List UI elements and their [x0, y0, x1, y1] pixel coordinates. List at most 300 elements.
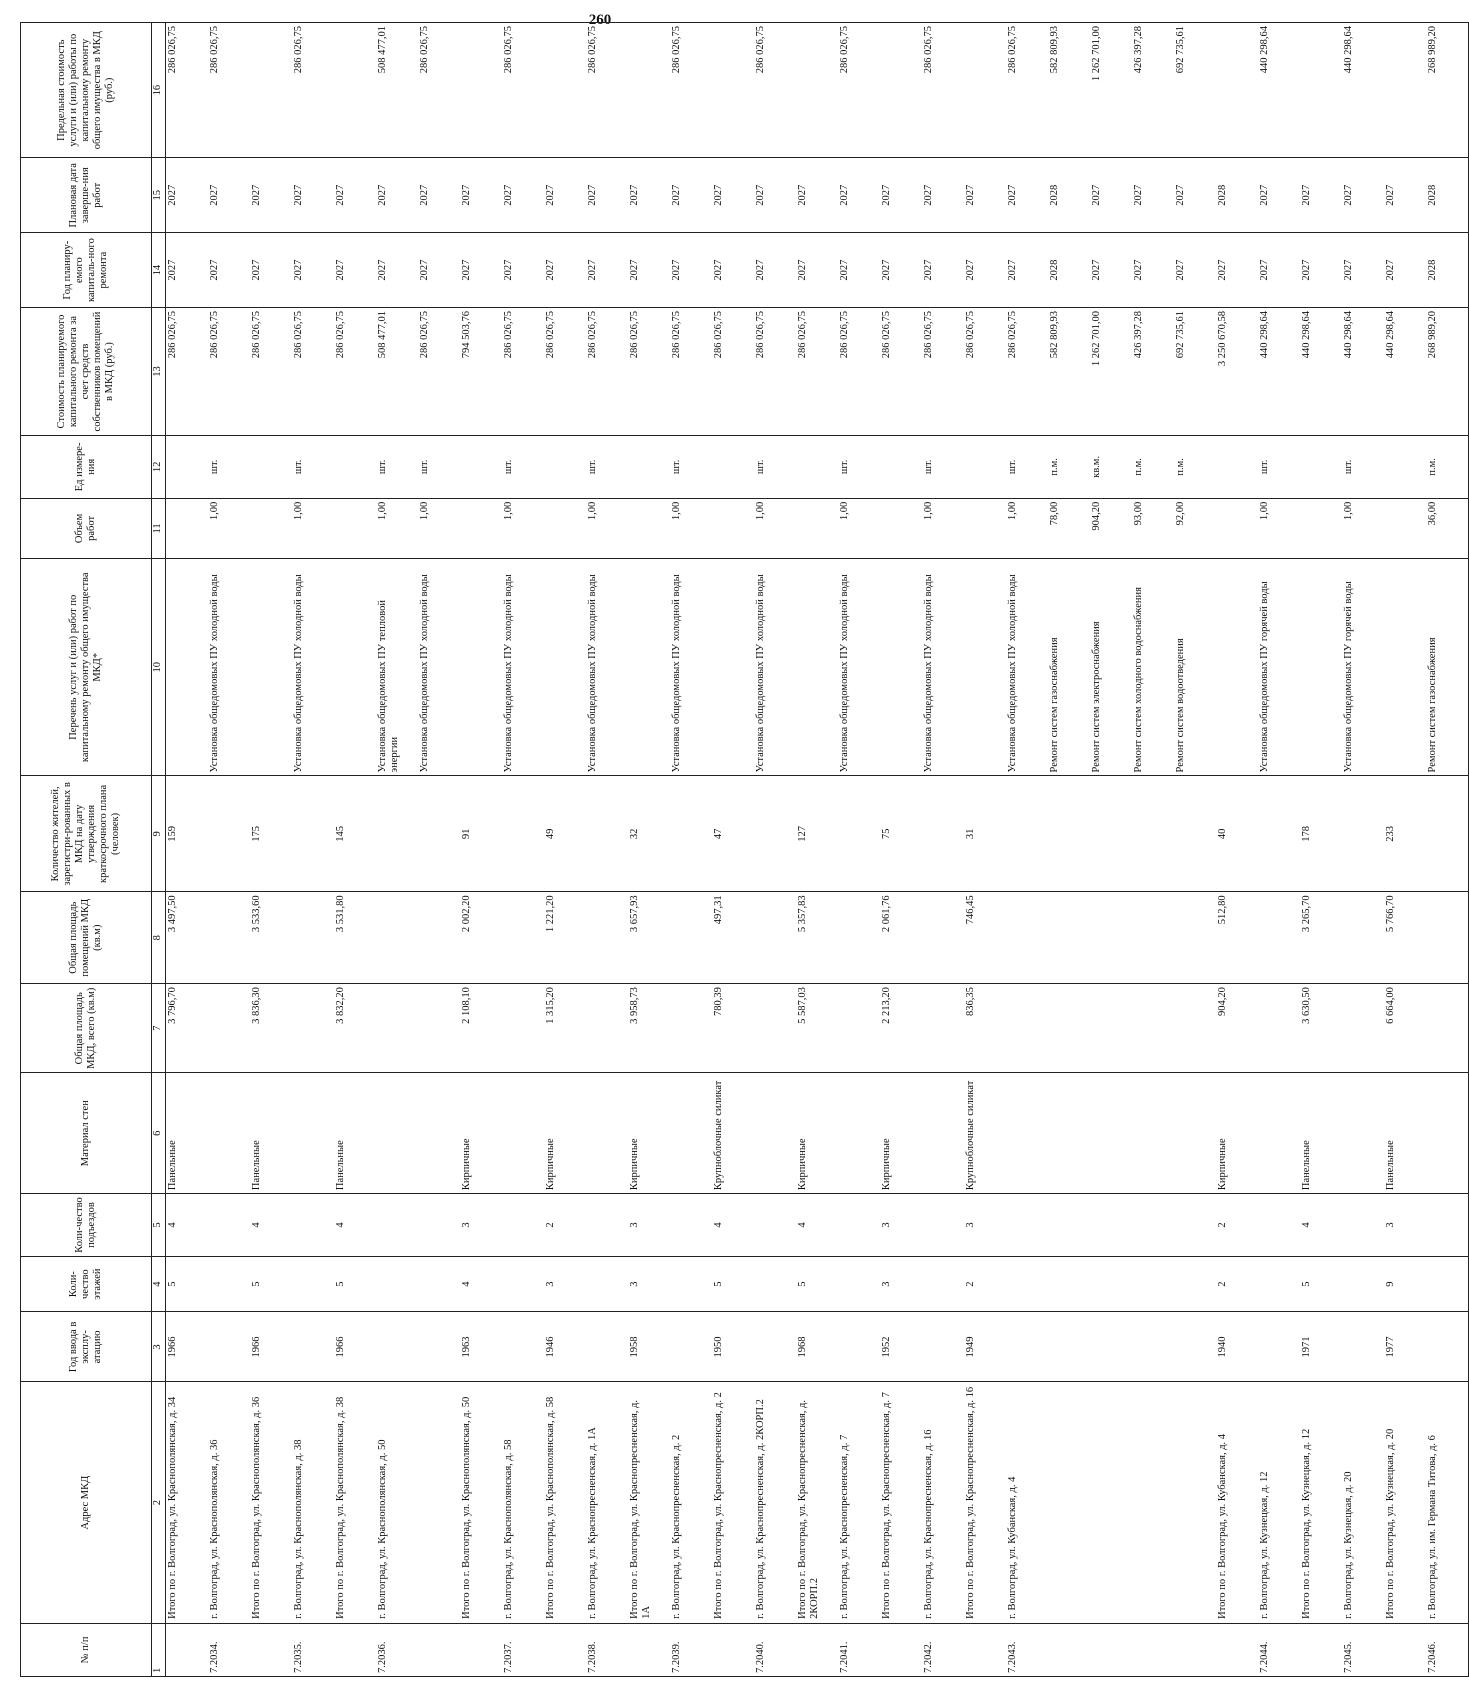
row-number-cell — [1048, 1623, 1090, 1676]
entrances-cell — [418, 1194, 460, 1257]
work-volume-cell: 1,00 — [1006, 498, 1048, 558]
year-cell — [922, 1312, 964, 1382]
entrances-cell — [838, 1194, 880, 1257]
cost-cell: 440 298,64 — [1300, 308, 1342, 436]
address-cell — [418, 1382, 460, 1623]
total-area-cell — [1174, 984, 1216, 1073]
planned-year-cell: 2027 — [250, 233, 292, 308]
row-number-cell — [1216, 1623, 1258, 1676]
residents-cell — [838, 776, 880, 892]
entrances-cell — [754, 1194, 796, 1257]
wall-material-cell: Панельные — [166, 1073, 209, 1194]
year-cell — [502, 1312, 544, 1382]
column-header-2: Адрес МКД — [21, 1382, 152, 1623]
year-cell: 1958 — [628, 1312, 670, 1382]
year-cell — [1132, 1312, 1174, 1382]
rotated-table-container — [20, 22, 1438, 1677]
year-cell: 1968 — [796, 1312, 838, 1382]
row-number-cell — [712, 1623, 754, 1676]
year-cell: 1966 — [250, 1312, 292, 1382]
work-description-cell: Установка общедомовых ПУ холодной воды — [292, 559, 334, 776]
table-row — [1426, 23, 1469, 1677]
cost-cell: 508 477,01 — [376, 308, 418, 436]
unit-cell: кв.м. — [1090, 436, 1132, 499]
total-area-cell — [1342, 984, 1384, 1073]
address-cell: г. Волгоград, ул. Кузнецкая, д. 20 — [1342, 1382, 1384, 1623]
entrances-cell: 4 — [166, 1194, 209, 1257]
entrances-cell — [1132, 1194, 1174, 1257]
planned-year-cell: 2027 — [628, 233, 670, 308]
table-row — [1342, 23, 1384, 1677]
wall-material-cell: Крупноблочные силикат — [964, 1073, 1006, 1194]
row-number-cell — [334, 1623, 376, 1676]
total-area-cell: 2 108,10 — [460, 984, 502, 1073]
row-number-cell: 7.2040. — [754, 1623, 796, 1676]
residents-cell — [1258, 776, 1300, 892]
cost-cell: 426 397,28 — [1132, 308, 1174, 436]
floors-cell — [376, 1256, 418, 1312]
year-cell — [1048, 1312, 1090, 1382]
work-description-cell — [796, 559, 838, 776]
address-cell: г. Волгоград, ул. Краснополянская, д. 36 — [208, 1382, 250, 1623]
cost-cell: 286 026,75 — [418, 308, 460, 436]
planned-year-cell: 2027 — [880, 233, 922, 308]
total-area-cell — [670, 984, 712, 1073]
cost-cell: 286 026,75 — [250, 308, 292, 436]
total-area-cell: 780,39 — [712, 984, 754, 1073]
completion-date-cell: 2027 — [1006, 158, 1048, 233]
floors-cell: 9 — [1384, 1256, 1426, 1312]
table-row — [1048, 23, 1090, 1677]
floors-cell — [1006, 1256, 1048, 1312]
planned-year-cell: 2027 — [838, 233, 880, 308]
table-row — [1258, 23, 1300, 1677]
work-description-cell: Ремонт систем газоснабжения — [1048, 559, 1090, 776]
table-row — [964, 23, 1006, 1677]
column-header-4: Коли-чество этажей — [21, 1256, 152, 1312]
limit-cost-cell: 440 298,64 — [1342, 23, 1384, 158]
limit-cost-cell: 582 809,93 — [1048, 23, 1090, 158]
premises-area-cell — [1342, 892, 1384, 984]
work-volume-cell: 1,00 — [292, 498, 334, 558]
limit-cost-cell — [712, 23, 754, 158]
cost-cell: 286 026,75 — [838, 308, 880, 436]
completion-date-cell: 2027 — [628, 158, 670, 233]
column-number-13: 13 — [152, 308, 166, 436]
work-volume-cell — [1384, 498, 1426, 558]
limit-cost-cell — [880, 23, 922, 158]
row-number-cell — [1132, 1623, 1174, 1676]
wall-material-cell — [922, 1073, 964, 1194]
floors-cell: 5 — [712, 1256, 754, 1312]
column-header-16: Предельная стоимость услуги и (или) работы по капитальному ремонту общего имущества в МКД (руб.) — [21, 23, 152, 158]
row-number-cell — [880, 1623, 922, 1676]
premises-area-cell — [1258, 892, 1300, 984]
premises-area-cell — [586, 892, 628, 984]
planned-year-cell: 2027 — [1300, 233, 1342, 308]
work-description-cell — [880, 559, 922, 776]
row-number-cell: 7.2042. — [922, 1623, 964, 1676]
address-cell: г. Волгоград, ул. Краснопресненская, д. 16 — [922, 1382, 964, 1623]
premises-area-cell: 3 533,60 — [250, 892, 292, 984]
work-volume-cell: 78,00 — [1048, 498, 1090, 558]
entrances-cell: 3 — [964, 1194, 1006, 1257]
wall-material-cell — [1048, 1073, 1090, 1194]
year-cell: 1966 — [334, 1312, 376, 1382]
residents-cell — [754, 776, 796, 892]
unit-cell — [460, 436, 502, 499]
total-area-cell: 904,20 — [1216, 984, 1258, 1073]
row-number-cell: 7.2035. — [292, 1623, 334, 1676]
floors-cell: 5 — [796, 1256, 838, 1312]
entrances-cell: 3 — [880, 1194, 922, 1257]
completion-date-cell: 2027 — [460, 158, 502, 233]
total-area-cell — [1048, 984, 1090, 1073]
year-cell: 1952 — [880, 1312, 922, 1382]
row-number-cell: 7.2043. — [1006, 1623, 1048, 1676]
wall-material-cell — [1090, 1073, 1132, 1194]
cost-cell: 286 026,75 — [544, 308, 586, 436]
work-description-cell: Ремонт систем водоотведения — [1174, 559, 1216, 776]
work-description-cell — [166, 559, 209, 776]
limit-cost-cell: 286 026,75 — [586, 23, 628, 158]
completion-date-cell: 2028 — [1426, 158, 1469, 233]
work-volume-cell — [460, 498, 502, 558]
entrances-cell — [376, 1194, 418, 1257]
limit-cost-cell: 440 298,64 — [1258, 23, 1300, 158]
column-header-14: Год планиру-емого капиталь-ного ремонта — [21, 233, 152, 308]
wall-material-cell — [1174, 1073, 1216, 1194]
planned-year-cell: 2027 — [292, 233, 334, 308]
work-description-cell — [334, 559, 376, 776]
floors-cell — [1426, 1256, 1469, 1312]
planned-year-cell: 2027 — [586, 233, 628, 308]
residents-cell — [292, 776, 334, 892]
cost-cell: 286 026,75 — [586, 308, 628, 436]
address-cell: г. Волгоград, ул. им. Германа Титова, д. 6 — [1426, 1382, 1469, 1623]
wall-material-cell: Кирпичные — [628, 1073, 670, 1194]
entrances-cell: 4 — [334, 1194, 376, 1257]
premises-area-cell: 497,31 — [712, 892, 754, 984]
row-number-cell — [1300, 1623, 1342, 1676]
limit-cost-cell: 286 026,75 — [418, 23, 460, 158]
address-cell: Итого по г. Волгоград, ул. Кубанская, д. 4 — [1216, 1382, 1258, 1623]
work-description-cell — [628, 559, 670, 776]
entrances-cell — [1342, 1194, 1384, 1257]
planned-year-cell: 2027 — [670, 233, 712, 308]
premises-area-cell — [418, 892, 460, 984]
total-area-cell: 836,35 — [964, 984, 1006, 1073]
work-volume-cell — [964, 498, 1006, 558]
work-description-cell: Установка общедомовых ПУ холодной воды — [754, 559, 796, 776]
completion-date-cell: 2027 — [1132, 158, 1174, 233]
table-row — [544, 23, 586, 1677]
column-header-3: Год ввода в эксплу-атацию — [21, 1312, 152, 1382]
premises-area-cell — [1048, 892, 1090, 984]
table-body — [166, 23, 1469, 1677]
wall-material-cell — [376, 1073, 418, 1194]
completion-date-cell: 2027 — [1384, 158, 1426, 233]
work-description-cell — [1216, 559, 1258, 776]
row-number-cell — [418, 1623, 460, 1676]
column-header-10: Перечень услуг и (или) работ по капитальному ремонту общего имущества МКД* — [21, 559, 152, 776]
cost-cell: 794 503,76 — [460, 308, 502, 436]
residents-cell: 31 — [964, 776, 1006, 892]
planned-year-cell: 2027 — [166, 233, 209, 308]
planned-year-cell: 2027 — [460, 233, 502, 308]
limit-cost-cell: 286 026,75 — [838, 23, 880, 158]
residents-cell: 49 — [544, 776, 586, 892]
column-header-13: Стоимость планируемого капитального ремонта за счет средств собственников помещений в МКД (руб.) — [21, 308, 152, 436]
work-description-cell: Установка общедомовых ПУ холодной воды — [586, 559, 628, 776]
table-row — [670, 23, 712, 1677]
column-header-1: № п/п — [21, 1623, 152, 1676]
cost-cell: 286 026,75 — [292, 308, 334, 436]
completion-date-cell: 2027 — [1090, 158, 1132, 233]
year-cell — [1258, 1312, 1300, 1382]
row-number-cell: 7.2044. — [1258, 1623, 1300, 1676]
floors-cell — [1258, 1256, 1300, 1312]
entrances-cell: 4 — [712, 1194, 754, 1257]
premises-area-cell: 746,45 — [964, 892, 1006, 984]
work-volume-cell: 1,00 — [502, 498, 544, 558]
cost-cell: 286 026,75 — [208, 308, 250, 436]
unit-cell: шт. — [670, 436, 712, 499]
address-cell: Итого по г. Волгоград, ул. Краснополянская, д. 38 — [334, 1382, 376, 1623]
table-row — [460, 23, 502, 1677]
premises-area-cell: 5 766,70 — [1384, 892, 1426, 984]
completion-date-cell: 2027 — [964, 158, 1006, 233]
premises-area-cell: 2 061,76 — [880, 892, 922, 984]
wall-material-cell: Кирпичные — [880, 1073, 922, 1194]
wall-material-cell — [1342, 1073, 1384, 1194]
unit-cell: шт. — [502, 436, 544, 499]
wall-material-cell — [502, 1073, 544, 1194]
residents-cell — [1048, 776, 1090, 892]
address-cell — [1048, 1382, 1090, 1623]
row-number-cell: 7.2046. — [1426, 1623, 1469, 1676]
unit-cell — [334, 436, 376, 499]
table-row — [586, 23, 628, 1677]
residents-cell — [208, 776, 250, 892]
residents-cell — [418, 776, 460, 892]
limit-cost-cell — [250, 23, 292, 158]
table-row — [292, 23, 334, 1677]
completion-date-cell: 2027 — [1300, 158, 1342, 233]
column-number-1: 1 — [152, 1623, 166, 1676]
column-number-7: 7 — [152, 984, 166, 1073]
planned-year-cell: 2027 — [796, 233, 838, 308]
wall-material-cell: Кирпичные — [544, 1073, 586, 1194]
floors-cell: 2 — [1216, 1256, 1258, 1312]
work-description-cell — [1384, 559, 1426, 776]
total-area-cell — [922, 984, 964, 1073]
cost-cell: 286 026,75 — [754, 308, 796, 436]
unit-cell: шт. — [1342, 436, 1384, 499]
residents-cell — [1132, 776, 1174, 892]
work-volume-cell — [250, 498, 292, 558]
total-area-cell — [1090, 984, 1132, 1073]
address-cell — [1174, 1382, 1216, 1623]
unit-cell — [796, 436, 838, 499]
work-description-cell — [250, 559, 292, 776]
year-cell — [292, 1312, 334, 1382]
total-area-cell — [1258, 984, 1300, 1073]
work-description-cell: Установка общедомовых ПУ холодной воды — [418, 559, 460, 776]
residents-cell: 159 — [166, 776, 209, 892]
unit-cell: шт. — [292, 436, 334, 499]
work-volume-cell — [1300, 498, 1342, 558]
total-area-cell: 3 958,73 — [628, 984, 670, 1073]
work-description-cell: Установка общедомовых ПУ тепловой энергии — [376, 559, 418, 776]
residents-cell: 175 — [250, 776, 292, 892]
entrances-cell: 3 — [1384, 1194, 1426, 1257]
column-number-8: 8 — [152, 892, 166, 984]
floors-cell: 2 — [964, 1256, 1006, 1312]
planned-year-cell: 2027 — [712, 233, 754, 308]
row-number-cell — [1174, 1623, 1216, 1676]
work-description-cell — [1300, 559, 1342, 776]
premises-area-cell — [502, 892, 544, 984]
column-number-15: 15 — [152, 158, 166, 233]
completion-date-cell: 2027 — [292, 158, 334, 233]
row-number-cell: 7.2041. — [838, 1623, 880, 1676]
floors-cell: 5 — [334, 1256, 376, 1312]
address-cell: Итого по г. Волгоград, ул. Краснополянская, д. 36 — [250, 1382, 292, 1623]
limit-cost-cell — [334, 23, 376, 158]
row-number-cell — [460, 1623, 502, 1676]
completion-date-cell: 2027 — [376, 158, 418, 233]
residents-cell — [670, 776, 712, 892]
residents-cell — [1090, 776, 1132, 892]
address-cell: Итого по г. Волгоград, ул. Краснопресненская, д. 1А — [628, 1382, 670, 1623]
planned-year-cell: 2027 — [1258, 233, 1300, 308]
cost-cell: 286 026,75 — [796, 308, 838, 436]
address-cell — [1132, 1382, 1174, 1623]
limit-cost-cell: 286 026,75 — [502, 23, 544, 158]
work-volume-cell — [334, 498, 376, 558]
year-cell — [208, 1312, 250, 1382]
address-cell: г. Волгоград, ул. Кузнецкая, д. 12 — [1258, 1382, 1300, 1623]
premises-area-cell — [754, 892, 796, 984]
row-number-cell — [166, 1623, 209, 1676]
floors-cell — [1174, 1256, 1216, 1312]
floors-cell: 5 — [1300, 1256, 1342, 1312]
unit-cell — [964, 436, 1006, 499]
completion-date-cell: 2027 — [754, 158, 796, 233]
total-area-cell: 3 836,30 — [250, 984, 292, 1073]
work-volume-cell — [712, 498, 754, 558]
completion-date-cell: 2027 — [418, 158, 460, 233]
limit-cost-cell: 286 026,75 — [922, 23, 964, 158]
total-area-cell — [1132, 984, 1174, 1073]
unit-cell: п.м. — [1048, 436, 1090, 499]
table-row — [1384, 23, 1426, 1677]
year-cell: 1949 — [964, 1312, 1006, 1382]
address-cell: Итого по г. Волгоград, ул. Краснопресненская, д. 7 — [880, 1382, 922, 1623]
limit-cost-cell — [796, 23, 838, 158]
year-cell — [586, 1312, 628, 1382]
entrances-cell: 2 — [1216, 1194, 1258, 1257]
entrances-cell: 3 — [628, 1194, 670, 1257]
table-row — [838, 23, 880, 1677]
cost-cell: 286 026,75 — [1006, 308, 1048, 436]
completion-date-cell: 2027 — [1342, 158, 1384, 233]
total-area-cell: 3 630,50 — [1300, 984, 1342, 1073]
table-row — [166, 23, 209, 1677]
planned-year-cell: 2027 — [334, 233, 376, 308]
address-cell — [1090, 1382, 1132, 1623]
entrances-cell — [1174, 1194, 1216, 1257]
total-area-cell — [376, 984, 418, 1073]
row-number-cell — [628, 1623, 670, 1676]
address-cell: Итого по г. Волгоград, ул. Кузнецкая, д. 20 — [1384, 1382, 1426, 1623]
row-number-cell: 7.2038. — [586, 1623, 628, 1676]
column-header-11: Объем работ — [21, 498, 152, 558]
floors-cell — [586, 1256, 628, 1312]
column-number-14: 14 — [152, 233, 166, 308]
column-number-12: 12 — [152, 436, 166, 499]
work-description-cell: Установка общедомовых ПУ холодной воды — [922, 559, 964, 776]
column-header-8: Общая площадь помещений МКД (кв.м) — [21, 892, 152, 984]
premises-area-cell — [670, 892, 712, 984]
completion-date-cell: 2027 — [166, 158, 209, 233]
completion-date-cell: 2027 — [670, 158, 712, 233]
residents-cell: 75 — [880, 776, 922, 892]
entrances-cell — [1426, 1194, 1469, 1257]
work-description-cell: Установка общедомовых ПУ холодной воды — [838, 559, 880, 776]
entrances-cell — [208, 1194, 250, 1257]
row-number-cell — [796, 1623, 838, 1676]
unit-cell: шт. — [418, 436, 460, 499]
floors-cell — [1048, 1256, 1090, 1312]
table-row — [628, 23, 670, 1677]
unit-cell — [628, 436, 670, 499]
completion-date-cell: 2027 — [1258, 158, 1300, 233]
work-description-cell: Ремонт систем холодного водоснабжения — [1132, 559, 1174, 776]
wall-material-cell — [670, 1073, 712, 1194]
unit-cell: шт. — [376, 436, 418, 499]
total-area-cell: 6 664,00 — [1384, 984, 1426, 1073]
work-volume-cell: 1,00 — [1258, 498, 1300, 558]
planned-year-cell: 2027 — [1216, 233, 1258, 308]
table-row — [250, 23, 292, 1677]
completion-date-cell: 2027 — [1174, 158, 1216, 233]
total-area-cell: 2 213,20 — [880, 984, 922, 1073]
year-cell — [670, 1312, 712, 1382]
limit-cost-cell — [1384, 23, 1426, 158]
completion-date-cell: 2027 — [796, 158, 838, 233]
work-description-cell — [712, 559, 754, 776]
planned-year-cell: 2027 — [544, 233, 586, 308]
limit-cost-cell — [1300, 23, 1342, 158]
work-description-cell: Ремонт систем электроснабжения — [1090, 559, 1132, 776]
premises-area-cell: 3 265,70 — [1300, 892, 1342, 984]
unit-cell — [166, 436, 209, 499]
table-row — [1216, 23, 1258, 1677]
work-description-cell: Установка общедомовых ПУ холодной воды — [1006, 559, 1048, 776]
unit-cell: п.м. — [1174, 436, 1216, 499]
entrances-cell — [1006, 1194, 1048, 1257]
unit-cell — [1384, 436, 1426, 499]
entrances-cell: 4 — [250, 1194, 292, 1257]
unit-cell — [1216, 436, 1258, 499]
premises-area-cell — [1132, 892, 1174, 984]
limit-cost-cell — [1216, 23, 1258, 158]
limit-cost-cell: 426 397,28 — [1132, 23, 1174, 158]
planned-year-cell: 2027 — [922, 233, 964, 308]
row-number-cell: 7.2034. — [208, 1623, 250, 1676]
